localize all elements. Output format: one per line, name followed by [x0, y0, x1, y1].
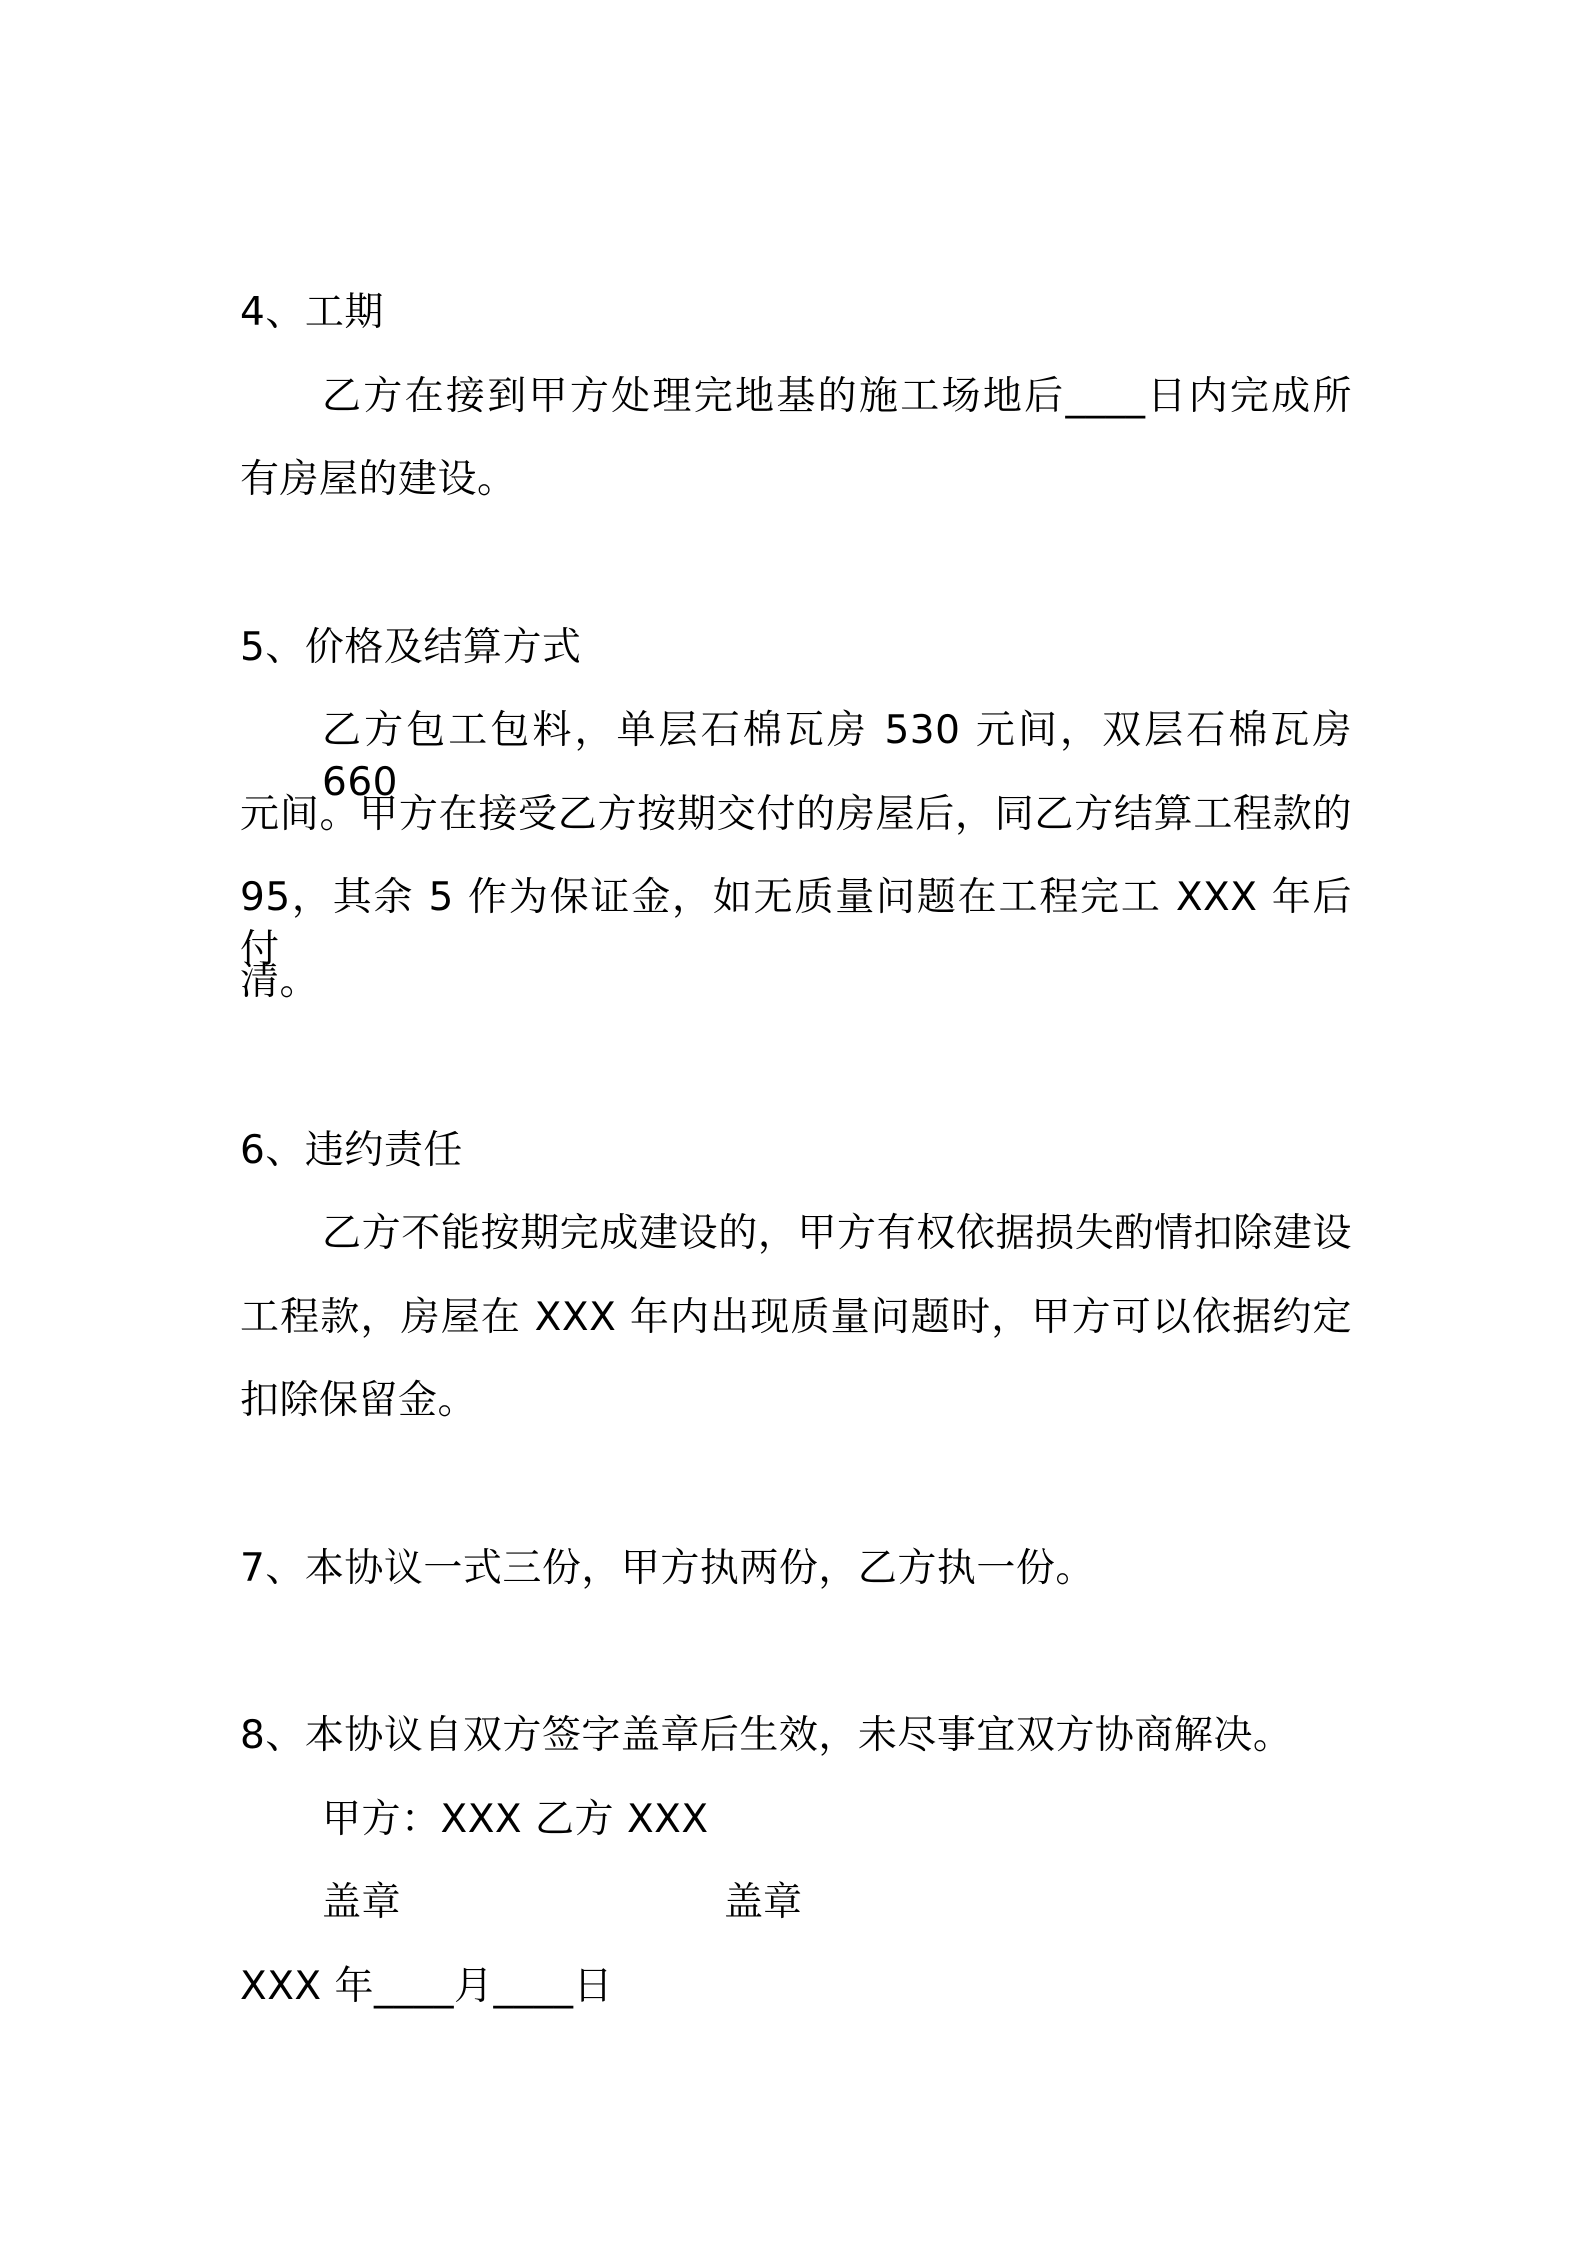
section-4-heading: 4、工期 — [240, 290, 384, 335]
section-5-heading: 5、价格及结算方式 — [240, 625, 582, 670]
section-6-line-1: 乙方不能按期完成建设的，甲方有权依据损失酌情扣除建设 — [322, 1211, 1352, 1256]
seal-right: 盖章 — [724, 1880, 803, 1925]
section-6-line-3: 扣除保留金。 — [240, 1378, 478, 1423]
section-5-line-1: 乙方包工包料，单层石棉瓦房 530 元间，双层石棉瓦房 660 — [322, 708, 1352, 805]
signature-parties: 甲方：XXX 乙方 XXX — [322, 1797, 709, 1842]
section-4-line-1: 乙方在接到甲方处理完地基的施工场地后____日内完成所 — [322, 374, 1352, 419]
section-6-heading: 6、违约责任 — [240, 1128, 463, 1173]
section-7-heading: 7、本协议一式三份，甲方执两份，乙方执一份。 — [240, 1546, 1095, 1591]
section-6-line-2: 工程款，房屋在 XXX 年内出现质量问题时，甲方可以依据约定 — [240, 1295, 1352, 1340]
section-5-line-4: 清。 — [240, 959, 320, 1004]
section-4-line-2: 有房屋的建设。 — [240, 457, 517, 502]
section-5-line-3: 95，其余 5 作为保证金，如无质量问题在工程完工 XXX 年后付 — [240, 875, 1352, 972]
seal-left: 盖章 — [322, 1880, 402, 1925]
section-5-line-2: 元间。甲方在接受乙方按期交付的房屋后，同乙方结算工程款的 — [240, 792, 1352, 837]
signature-date: XXX 年____月____日 — [240, 1964, 614, 2009]
section-8-heading: 8、本协议自双方签字盖章后生效，未尽事宜双方协商解决。 — [240, 1713, 1293, 1758]
